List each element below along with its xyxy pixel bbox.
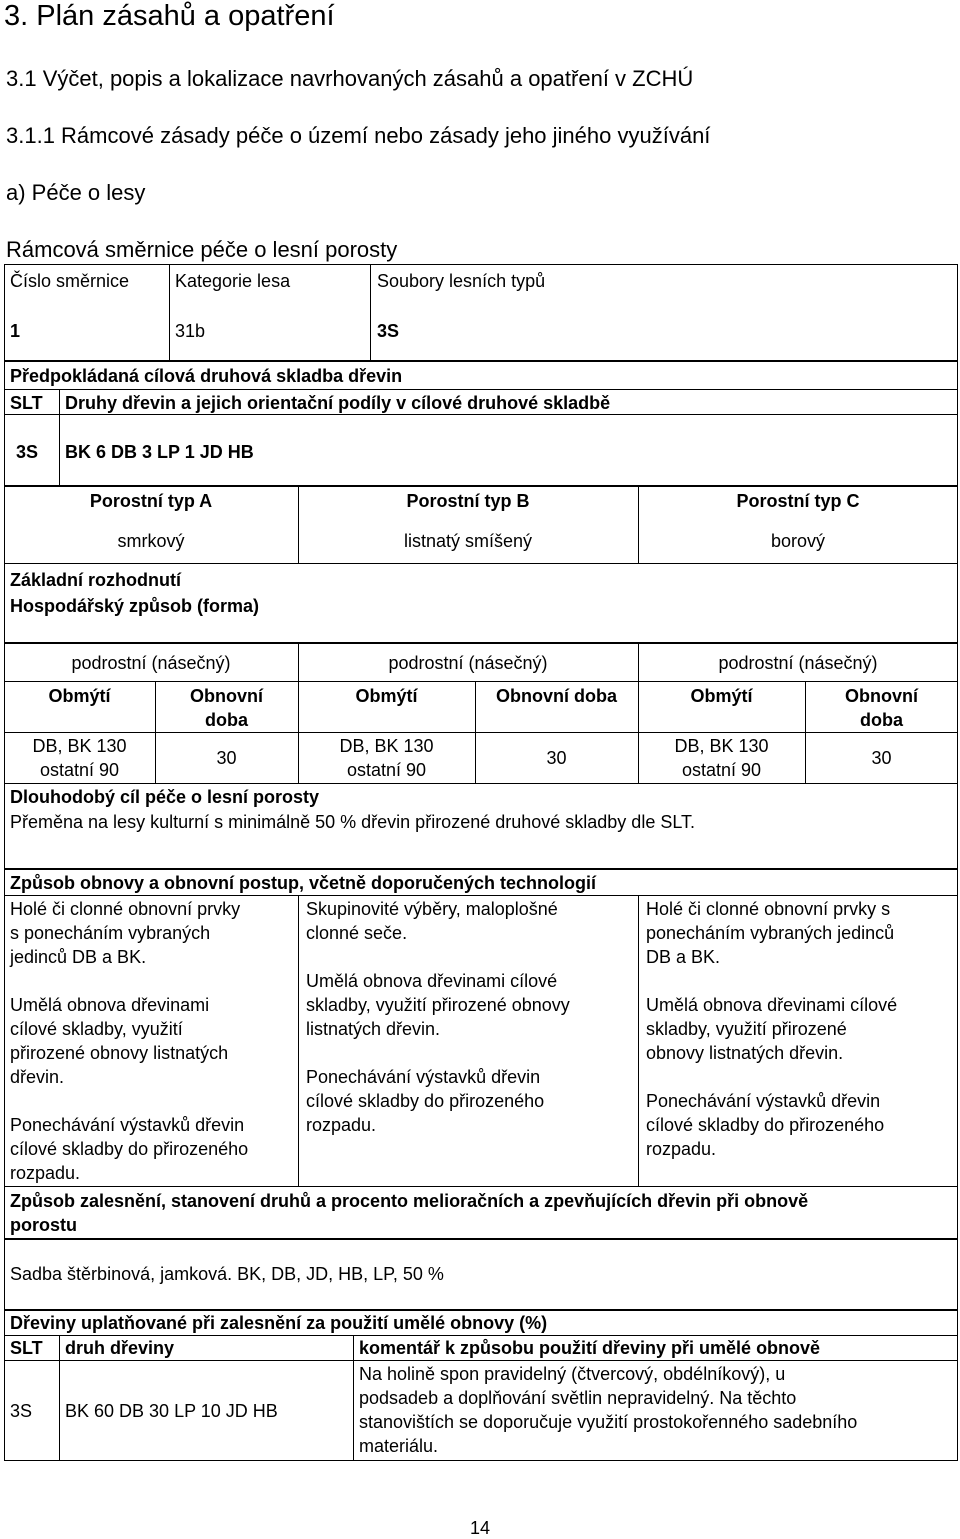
artificial-comment: Na holině spon pravidelný (čtvercový, obdélníkový), u podsadeb a doplňování světlin nepravidelný. Na těchto stanovištích se doporučuje využití prostokořenného sadebního materiálu. [359,1364,858,1456]
rotation-value-c: DB, BK 130 ostatní 90 [674,736,769,780]
table-heading: Rámcová směrnice péče o lesní porosty [6,237,398,262]
rotation-value-a: DB, BK 130 ostatní 90 [32,736,127,780]
composition-title: Předpokládaná cílová druhová skladba dřevin [10,366,403,386]
renewal-col-c: Holé či clonné obnovní prvky s ponecháním vybraných jedinců DB a BK. Umělá obnova dřevinami cílové skladby, využití přirozené obnovy listnatých dřevin. Ponechávání výstavků dřevin cílové skladby do přirozeného rozpadu. [646,899,898,1159]
form-b: podrostní (násečný) [388,653,548,673]
section-heading: 3.1 Výčet, popis a lokalizace navrhovaných zásahů a opatření v ZCHÚ [6,66,694,91]
renewal-title: Způsob obnovy a obnovní postup, včetně doporučených technologií [10,873,597,893]
artificial-header-comment: komentář k způsobu použití dřeviny při umělé obnově [359,1338,821,1358]
artificial-species: BK 60 DB 30 LP 10 JD HB [65,1401,278,1421]
rotation-value-b: DB, BK 130 ostatní 90 [339,736,434,780]
long-term-title: Dlouhodobý cíl péče o lesní porosty [10,787,320,807]
guideline-header-category: Kategorie lesa [175,271,291,291]
rotation-label-b: Obmýtí [355,686,418,706]
renewal-label-c: Obnovní doba [845,686,918,730]
guideline-header-types: Soubory lesních typů [377,271,546,291]
stand-type-b-name: listnatý smíšený [403,531,533,551]
stand-type-b: Porostní typ B [406,491,530,511]
long-term-text: Přeměna na lesy kulturní s minimálně 50 % dřevin přirozené druhové skladby dle SLT. [10,812,696,832]
renewal-col-b: Skupinovité výběry, maloplošné clonné seče. Umělá obnova dřevinami cílové skladby, využití přirozené obnovy listnatých dřevin. Ponechávání výstavků dřevin cílové skladby do přirozeného rozpadu. [306,899,570,1135]
renewal-label-b: Obnovní doba [496,686,617,706]
stand-type-c: Porostní typ C [736,491,860,511]
rotation-label-c: Obmýtí [690,686,753,706]
guideline-value-types: 3S [377,321,400,341]
guideline-value-category: 31b [175,321,206,341]
subsubsection-heading: a) Péče o lesy [6,180,146,205]
stand-type-a: Porostní typ A [89,491,213,511]
afforestation-title: Způsob zalesnění, stanovení druhů a procento melioračních a zpevňujících dřevin při obnově porostu [10,1191,809,1235]
renewal-value-c: 30 [871,748,892,768]
stand-type-c-name: borový [770,531,826,551]
subsection-heading: 3.1.1 Rámcové zásady péče o území nebo zásady jeho jiného využívání [6,123,711,148]
basic-decision-title: Základní rozhodnutí [10,570,181,590]
composition-header-slt: SLT [10,393,43,413]
basic-decision-subtitle: Hospodářský způsob (forma) [10,596,260,616]
artificial-header-species: druh dřeviny [65,1338,175,1358]
renewal-col-a: Holé či clonné obnovní prvky s ponecháním vybraných jedinců DB a BK. Umělá obnova dřevinami cílové skladby, využití přirozené obnovy listnatých dřevin. Ponechávání výstavků dřevin cílové skladby do přirozeného rozpadu. [10,899,249,1183]
page-title: 3. Plán zásahů a opatření [4,0,335,32]
guideline-header-number: Číslo směrnice [10,271,130,291]
artificial-header-slt: SLT [10,1338,43,1358]
stand-type-a-name: smrkový [117,531,185,551]
renewal-value-a: 30 [216,748,237,768]
form-c: podrostní (násečný) [718,653,878,673]
form-a: podrostní (násečný) [71,653,231,673]
renewal-label-a: Obnovní doba [190,686,263,730]
artificial-title: Dřeviny uplatňované při zalesnění za použití umělé obnovy (%) [10,1313,548,1333]
afforestation-text: Sadba štěrbinová, jamková. BK, DB, JD, HB, LP, 50 % [10,1264,444,1284]
composition-header-species: Druhy dřevin a jejich orientační podíly v cílové druhové skladbě [65,393,611,413]
artificial-slt: 3S [10,1401,33,1421]
renewal-value-b: 30 [546,748,567,768]
composition-species: BK 6 DB 3 LP 1 JD HB [65,442,254,462]
rotation-label-a: Obmýtí [48,686,111,706]
page-number: 14 [469,1518,491,1538]
guideline-value-number: 1 [10,321,21,341]
composition-slt: 3S [16,442,39,462]
